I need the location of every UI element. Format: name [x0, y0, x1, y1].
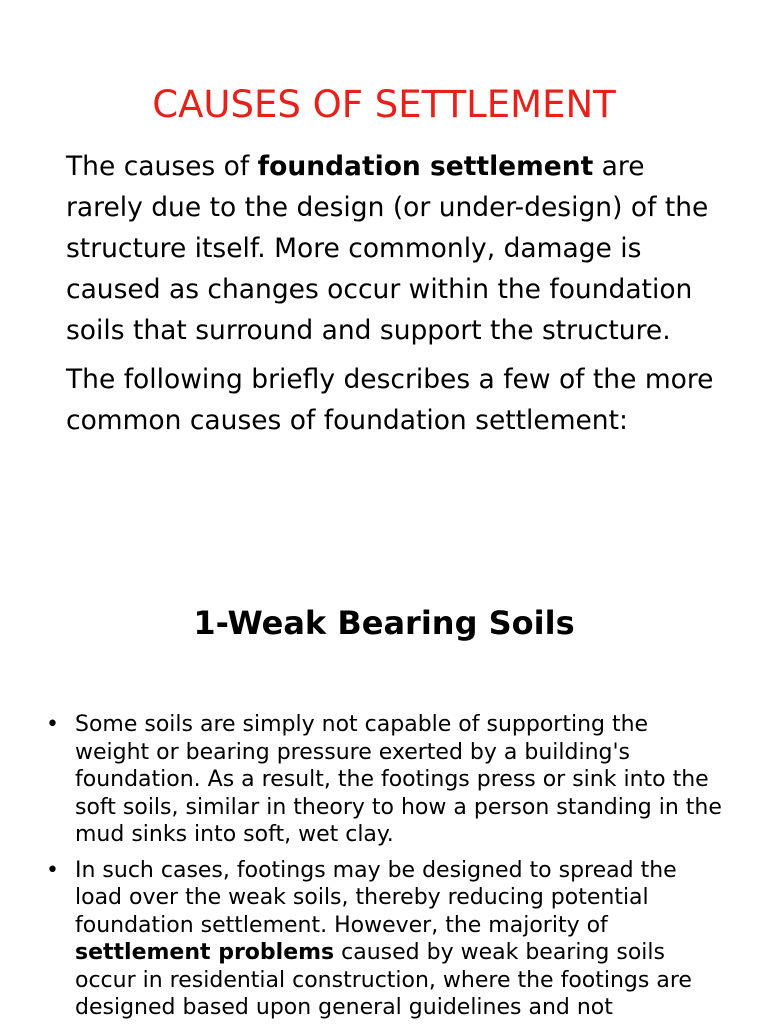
bullet-2-text-end: caused by weak bearing soils occur in residential construction, where the footings are designed based upon general guidelines and not	[75, 940, 692, 1020]
bullet-marker: •	[46, 857, 59, 883]
bullet-list	[46, 711, 726, 1022]
intro-p1-text-start: The causes of	[66, 151, 258, 182]
intro-text	[66, 146, 726, 441]
bullet-marker: •	[46, 712, 59, 737]
list-item	[46, 711, 726, 849]
intro-paragraph-2: The following briefly describes a few of the more common causes of foundation settlement:	[66, 364, 714, 436]
bullet-1-text: Some soils are simply not capable of supporting the weight or bearing pressure exerted by a building's foundation. As a result, the footings press or sink into the soft soils, similar in theory to how a person standing in the mud sinks into soft, wet clay.	[75, 712, 722, 847]
bullet-2-bold-term: settlement problems	[75, 940, 335, 965]
intro-p1-bold-term: foundation settlement	[257, 151, 594, 182]
bullet-2-text-start: In such cases, footings may be designed to spread the load over the weak soils, thereby reducing potential foundation settlement. However, the majority of	[75, 857, 677, 938]
slide-title: CAUSES OF SETTLEMENT	[152, 83, 616, 126]
list-item	[46, 857, 726, 1022]
intro-paragraph-1	[66, 146, 726, 351]
section-heading: 1-Weak Bearing Soils	[193, 604, 575, 642]
intro-p1-text-end: are rarely due to the design (or under-design) of the structure itself. More commonly, damage is caused as changes occur within the foundation soils that surround and support the structure.	[66, 151, 709, 346]
